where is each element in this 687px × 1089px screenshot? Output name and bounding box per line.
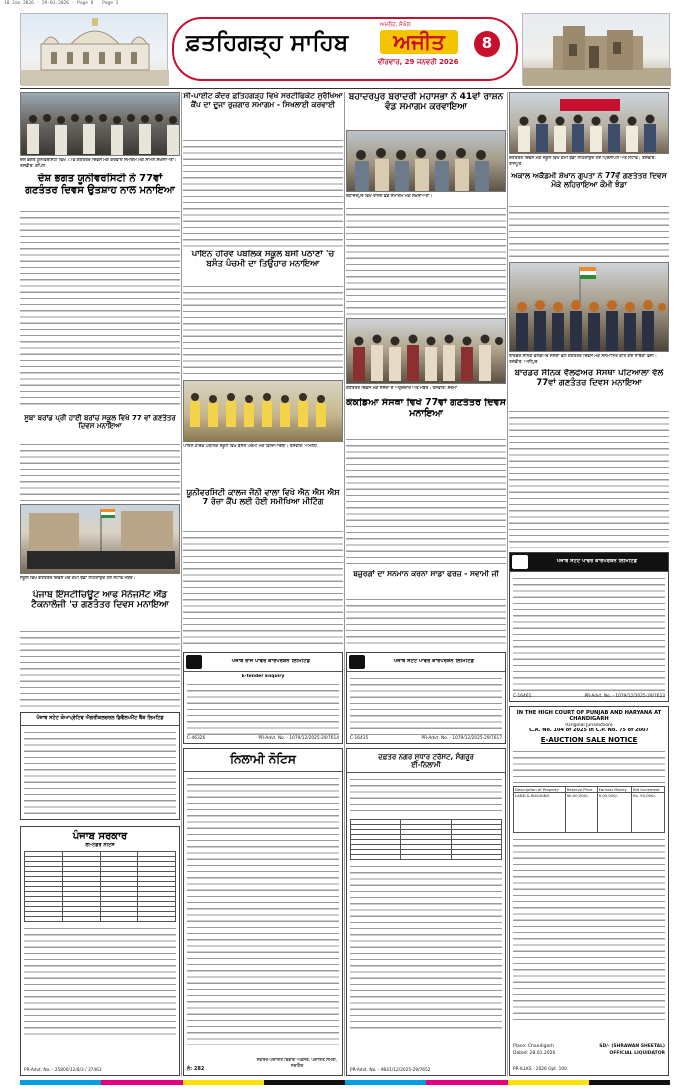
photo-university-event: [20, 92, 180, 156]
notice-coop-bank-title: ਪੰਜਾਬ ਸਟੇਟ ਕੋਆਪ੍ਰੇਟਿਵ ਐਗਰੀਕਲਚਰਲ ਡਿਵੈਲਪਮੈਂਟ ਬੈਂਕ ਲਿਮਟਿਡ: [21, 713, 179, 726]
court-place: Place: Chandigarh: [513, 1044, 554, 1049]
notice-pspcl-3-ref: C-16465: [513, 694, 532, 699]
court-name: IN THE HIGH COURT OF PUNJAB AND HARYANA AT CHANDIGARH: [516, 710, 662, 722]
body-sainik: [509, 408, 669, 548]
headline-school: ਸੂਬਾ ਬਰਾਂਡ ਪ੍ਰੀ ਹਾਈ ਬਰਾਂਚ ਸਕੂਲ ਵਿਖੇ 77 ਵਾਂ ਗਣਤੰਤਰ ਦਿਵਸ ਮਨਾਇਆ: [24, 414, 176, 431]
heritage-illustration: [522, 13, 670, 85]
issue-date: ਵੀਰਵਾਰ, 29 ਜਨਵਰੀ 2026: [378, 58, 459, 66]
edition-name: ਫ਼ਤਹਿਗੜ੍ਹ ਸਾਹਿਬ: [186, 29, 349, 56]
trust-footer: PR-Advt. No. - 9641/12/2025-29/7652: [350, 1068, 431, 1073]
court-date: Dated: 28.01.2026: [513, 1051, 556, 1056]
body-academy: [509, 203, 669, 257]
body-pimt: [20, 628, 180, 708]
court-th-emd: Earnest Money: [597, 786, 632, 792]
court-td-reserve: 90,00,000/-: [565, 792, 597, 832]
body-nss: [183, 528, 343, 648]
auction-signatory: ਸਕੱਤਰ-ਪੰਚਾਇਤ ਵਿਭਾਗ ਅਫ਼ਸਰ, ਪੰਚਾਇਤ ਸੰਮਤੀ, ਸਰਹਿੰਦ: [256, 1058, 338, 1069]
trust-subtitle: ਈ-ਨਿਲਾਮੀ: [347, 761, 505, 773]
gurdwara-illustration: [20, 13, 168, 85]
photo-kokdia: [346, 318, 506, 384]
print-info-strip: [4, 1, 304, 9]
caption-bahadarpur: ਬਹਾਦਰਪੁਰ ਵਿਖੇ ਰਾਸ਼ਨ ਵੰਡ ਸਮਾਗਮ ਮੌਕੇ ਸ਼ਖ਼ਸੀਅਤਾਂ।: [346, 194, 433, 199]
notice-pspcl-2-ref: C-16415: [350, 736, 369, 741]
court-th-property: Description of Property: [514, 786, 566, 792]
sub-edition: ਅਮਲੋਹ, ਸੰਘੋਲ: [380, 22, 411, 28]
headline-kokdia: ਕੋਕਡਿਆ ਸੰਸਥਾ ਵਿਖੇ 77ਵਾਂ ਗਣਤੰਤਰ ਦਿਵਸ ਮਨਾਇਆ: [346, 398, 506, 419]
caption-sainik: ਬਾਰਡਰ ਸੈਨਿਕ ਵੈੱਲਫੇਅਰ ਸੰਸਥਾ ਵੱਲੋਂ ਗਣਤੰਤਰ ਦਿਵਸ ਮੌਕੇ ਸਨਮਾਨਿਤ ਕੀਤੇ ਗਏ ਸਾਬਕਾ ਫ਼ੌਜੀ। ਤਸਵੀਰ: ਅਲੀਪੁਰ: [509, 354, 657, 365]
headline-elders: ਬਜ਼ੁਰਗਾਂ ਦਾ ਸਨਮਾਨ ਕਰਨਾ ਸਾਡਾ ਫਰਜ਼ - ਸਵਾਮੀ ਜੀ: [353, 570, 499, 578]
notice-pspcl-3-footer: PR-Advt. No. - 1079/12/2025-29/7623: [584, 694, 665, 699]
court-footer: PR-ILLKS - 2026 Opt. 100: [513, 1067, 567, 1072]
headline-bahadarpur: ਬਹਾਦਰਪੁਰ ਬਰਾਦਰੀ ਮਹਾਸਭਾ ਨੇ 41ਵਾਂ ਰਾਸ਼ਨ ਵੰਡ ਸਮਾਗਮ ਕਰਵਾਇਆ: [348, 92, 504, 113]
caption-school-flag: ਸਕੂਲ ਵਿਖੇ ਗਣਤੰਤਰ ਦਿਵਸ ਮੌਕੇ ਕੌਮੀ ਝੰਡਾ ਲਹਿਰਾਉਂਦੇ ਹੋਏ ਸਟਾਫ ਮੈਂਬਰ।: [20, 576, 136, 581]
court-th-increment: Bid Increment: [632, 786, 665, 792]
bottom-color-bar: [20, 1080, 670, 1085]
masthead: [20, 13, 670, 85]
body-bahadarpur: [346, 205, 506, 315]
body-elders: [346, 596, 506, 646]
body-kokdia: [346, 436, 506, 566]
notice-high-court: [509, 706, 669, 1076]
headline-academy: ਅਕਾਲ ਅਕੈਡਮੀ ਸ਼ੇਖਾਨ ਗੁਪਤਾ ਨੇ 77ਵੇਂ ਗਣਤੰਤਰ ਦਿਵਸ ਮੌਕੇ ਲਹਿਰਾਇਆ ਕੌਮੀ ਝੰਡਾ: [511, 172, 667, 189]
notice-pspcl-2-footer: PR-Advt. No. - 1079/12/2025-29/7617: [421, 736, 502, 741]
photo-school-flag: [20, 504, 180, 574]
notice-punjab-govt-ref: ਈ-ਟੈਂਡਰ ਨੋਟਿਸ: [85, 842, 115, 848]
masthead-rule: [20, 88, 670, 89]
headline-basant: ਪਾਇਨ ਹਰਿਵ ਪਬਲਿਕ ਸਕੂਲ ਬਸੀ ਪਠਾਣਾਂ 'ਚ ਬਸੰਤ ਪੰਚਮੀ ਦਾ ਤਿਉਹਾਰ ਮਨਾਇਆ: [191, 250, 335, 269]
notice-pspcl-1-title: ਪੰਜਾਬ ਰਾਜ ਪਾਵਰ ਕਾਰਪੋਰੇਸ਼ਨ ਲਿਮਿਟਿਡ: [231, 659, 311, 665]
caption-academy: ਗਣਤੰਤਰ ਦਿਵਸ ਮੌਕੇ ਸਕੂਲ ਵਿਖੇ ਕੌਮੀ ਝੰਡਾ ਲਹਿਰਾਉਂਦੇ ਹੋਏ ਪ੍ਰਿੰਸੀਪਲ ਅਤੇ ਸਟਾਫ। ਤਸਵੀਰ: ਰਾਜਪੂਤ: [509, 156, 656, 167]
notice-pspcl-1-ref: C-46326: [187, 736, 206, 741]
notice-pspcl-1: [183, 652, 343, 744]
column-rule: [507, 92, 508, 1076]
court-liquidator-title: OFFICIAL LIQUIDATOR: [609, 1051, 665, 1056]
body-school: [20, 441, 180, 501]
notice-pspcl-3-title: ਪੰਜਾਬ ਸਟੇਟ ਪਾਵਰ ਕਾਰਪੋਰੇਸ਼ਨ ਲਿਮਿਟਿਡ: [556, 559, 638, 565]
page-number: 8: [481, 34, 493, 52]
column-rule: [344, 92, 345, 1076]
pspcl-logo-icon: [349, 655, 365, 669]
photo-basant: [183, 380, 343, 442]
notice-punjab-govt-title: ਪੰਜਾਬ ਸਰਕਾਰ: [72, 831, 128, 842]
headline-university: ਦੇਸ਼ ਭਗਤ ਯੂਨੀਵਰਸਿਟੀ ਨੇ 77ਵਾਂ ਗਣਤੰਤਰ ਦਿਵਸ ਉਤਸ਼ਾਹ ਨਾਲ ਮਨਾਇਆ: [25, 173, 175, 196]
headline-sainik: ਬਾਰਡਰ ਸੈਨਿਕ ਵੈੱਲਫੇਅਰ ਸੰਸਥਾ ਪਟਿਆਲਾ ਵੱਲੋਂ 77ਵਾਂ ਗਣਤੰਤਰ ਦਿਵਸ ਮਨਾਇਆ: [514, 369, 664, 388]
notice-pspcl-1-subtitle: E-tender Enquiry: [241, 674, 285, 679]
trust-title: ਦਫ਼ਤਰ ਨਗਰ ਸੁਧਾਰ ਟਰੱਸਟ, ਸੰਗਰੂਰ: [378, 753, 474, 761]
court-title: E-AUCTION SALE NOTICE: [540, 735, 638, 744]
pspcl-logo-icon: [512, 555, 528, 569]
notice-pspcl-2-title: ਪੰਜਾਬ ਸਟੇਟ ਪਾਵਰ ਕਾਰਪੋਰੇਸ਼ਨ ਲਿਮਿਟਿਡ: [393, 659, 475, 665]
auction-ref: ਨੰ: 282: [187, 1066, 205, 1072]
masthead-title-block: [172, 17, 518, 81]
court-td-emd: 9,00,000/-: [597, 792, 632, 832]
caption-university: ਦੇਸ਼ ਭਗਤ ਯੂਨੀਵਰਸਿਟੀ ਵਿਖੇ 77ਵੇਂ ਗਣਤੰਤਰ ਦਿਵਸ ਮੌਕੇ ਕਰਵਾਏ ਸਮਾਗਮ ਮੌਕੇ ਸ਼ਾਮਲ ਸ਼ਖ਼ਸੀਅਤਾਂ। ਤਸਵੀਰ: ਕਪਿਲ: [20, 158, 177, 169]
notice-punjab-govt: [20, 826, 180, 1076]
notice-improvement-trust: [346, 748, 506, 1076]
court-liquidator-name: SD/- (SHRAWAN SHEETAL): [599, 1044, 665, 1049]
column-rule: [181, 92, 182, 1076]
notice-pspcl-3: [509, 552, 669, 702]
notice-auction: [183, 748, 343, 1076]
auction-title: ਨਿਲਾਮੀ ਨੋਟਿਸ: [184, 749, 342, 772]
body-basant: [183, 283, 343, 377]
photo-academy-flag: [509, 92, 669, 154]
page-label: Page 1: [102, 1, 119, 6]
tender-table: [24, 851, 176, 922]
photo-bahadarpur: [346, 130, 506, 192]
print-info: 18 Jan 2026 - 29-01-2026 - Page 8: [4, 1, 94, 6]
notice-pspcl-2: [346, 652, 506, 744]
auction-schedule-table: [350, 819, 502, 860]
caption-kokdia: ਗਣਤੰਤਰ ਦਿਵਸ ਮੌਕੇ ਸੰਸਥਾ ਦੇ ਅਹੁਦੇਦਾਰ ਅਤੇ ਮੈਂਬਰ। ਤਸਵੀਰ: ਸ਼ਰਮਾ: [346, 386, 458, 391]
court-td-property: LAND & BUILDING: [514, 792, 566, 832]
headline-c-pite: ਸੀ-ਪਾਈਟ ਕੇਂਦਰ ਫ਼ਤਿਹਗੜ੍ਹ ਵਿਖੇ ਸਰਟੀਫਿਕੇਟ ਸੁਰੱਖਿਆ ਕੈਂਪ ਦਾ ਦੂਜਾ ਰੁਜ਼ਗਾਰ ਸਮਾਗਮ - ਸਿਖਲਾਈ ਕਰਵਾਈ: [183, 92, 343, 109]
headline-nss: ਯੂਨੀਵਰਸਿਟੀ ਕਾਲਜ ਜੌਨੀ ਵਾਲਾ ਵਿਖੇ ਐਨ ਐਸ ਐਸ 7 ਰੋਜ਼ਾ ਕੈਂਪ ਲਈ ਹੋਈ ਸਮੀਖਿਆ ਮੀਟਿੰਗ: [186, 488, 340, 507]
court-property-table: [513, 786, 665, 833]
body-university: [20, 208, 180, 408]
headline-pimt: ਪੰਜਾਬ ਇੰਸਟੀਚਿਊਟ ਆਫ ਮੈਨੇਜਮੈਂਟ ਐਂਡ ਟੈਕਨਾਲੋਜੀ 'ਚ ਗਣਤੰਤਰ ਦਿਵਸ ਮਨਾਇਆ: [31, 590, 169, 611]
notice-pspcl-1-footer: PR-Advt. No. - 1079/12/2025-29/7614: [258, 736, 339, 741]
paper-logo: ਅਜੀਤ: [393, 29, 445, 54]
notice-coop-bank: [20, 712, 180, 820]
notice-punjab-govt-footer: PR-Advt. No. - 25800/12/8/3 / 37463: [24, 1068, 102, 1073]
court-td-increment: Rs. 50,000/-: [632, 792, 665, 832]
pspcl-logo-icon: [186, 655, 202, 669]
court-case: C.A. No. 104 of 2025 in C.P. No. 75 of 2007: [529, 728, 649, 734]
photo-sainik: [509, 262, 669, 352]
court-jurisdiction: (Original Jurisdiction): [565, 722, 613, 728]
caption-basant: ਪਾਇਨ ਹਰਿਵ ਪਬਲਿਕ ਸਕੂਲ ਵਿਖੇ ਬਸੰਤ ਪੰਚਮੀ ਮੌਕੇ ਵਿਦਿਆਰਥੀ। ਤਸਵੀਰ: ਅਮਲੋਹ: [183, 444, 317, 449]
court-th-reserve: Reserve Price: [565, 786, 597, 792]
body-c-pite: [183, 137, 343, 247]
